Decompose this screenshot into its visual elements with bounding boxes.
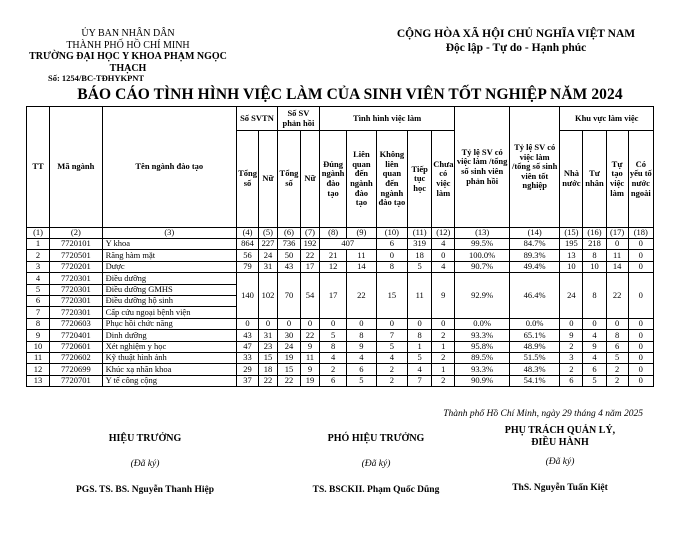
- row-rate-responses: 95.8%: [455, 341, 510, 352]
- row-program: Điều dưỡng: [102, 273, 236, 284]
- row-right-field: 0: [319, 318, 346, 329]
- row-no-job: 2: [432, 375, 455, 386]
- column-index-row: [27, 228, 654, 239]
- signed-note: (Đã ký): [130, 459, 160, 469]
- row-no-job: 2: [432, 352, 455, 363]
- page-title: BÁO CÁO TÌNH HÌNH VIỆC LÀM CỦA SINH VIÊN TỐT NGHIỆP NĂM 2024: [77, 86, 623, 103]
- row-continue-study: 1: [408, 341, 432, 352]
- row-state: 3: [560, 352, 583, 363]
- row-code: 7720201: [50, 261, 103, 272]
- merged-responses-female: 54: [301, 273, 320, 319]
- header-female-responses: Nữ: [301, 131, 320, 228]
- row-related-field: 6: [347, 364, 376, 375]
- row-tt: 12: [27, 364, 50, 375]
- row-continue-study: 0: [408, 318, 432, 329]
- row-unrelated-field: 6: [376, 239, 408, 250]
- row-private: 9: [583, 341, 606, 352]
- row-private: 5: [583, 375, 606, 386]
- row-responses-total: 736: [277, 239, 300, 250]
- row-foreign: 0: [628, 375, 653, 386]
- row-responses-total: 50: [277, 250, 300, 261]
- row-unrelated-field: 0: [376, 250, 408, 261]
- row-foreign: 0: [628, 341, 653, 352]
- row-responses-female: 19: [301, 375, 320, 386]
- row-rate-responses: 93.3%: [455, 364, 510, 375]
- row-graduates-total: 47: [237, 341, 259, 352]
- signature-block-rector: [60, 433, 230, 495]
- merged-graduates-female: 102: [259, 273, 278, 319]
- row-code: 7720603: [50, 318, 103, 329]
- row-rate-responses: 89.5%: [455, 352, 510, 363]
- table-row: [27, 375, 654, 386]
- row-rate-graduates: 89.3%: [509, 250, 559, 261]
- header-program-name: Tên ngành đào tạo: [102, 107, 236, 228]
- row-rate-responses: 0.0%: [455, 318, 510, 329]
- row-self: 0: [606, 318, 628, 329]
- row-private: 6: [583, 364, 606, 375]
- row-continue-study: 5: [408, 352, 432, 363]
- row-self: 0: [606, 239, 628, 250]
- row-responses-total: 22: [277, 375, 300, 386]
- row-state: 9: [560, 330, 583, 341]
- row-responses-female: 9: [301, 341, 320, 352]
- row-continue-study: 8: [408, 330, 432, 341]
- document-number: Số: 1254/BC-TĐHYKPNT: [48, 73, 145, 83]
- row-state: 10: [560, 261, 583, 272]
- merged-rate-responses: 92.9%: [455, 273, 510, 319]
- row-unrelated-field: 0: [376, 318, 408, 329]
- signed-note: (Đã ký): [361, 459, 391, 469]
- row-program: Y tế công cộng: [102, 375, 236, 386]
- row-graduates-female: 0: [259, 318, 278, 329]
- row-responses-female: 9: [301, 364, 320, 375]
- row-graduates-total: 33: [237, 352, 259, 363]
- row-state: 195: [560, 239, 583, 250]
- row-right-related-field: 407: [319, 239, 376, 250]
- row-responses-female: 0: [301, 318, 320, 329]
- row-rate-responses: 99.5%: [455, 239, 510, 250]
- row-foreign: 0: [628, 239, 653, 250]
- row-program: Dược: [102, 261, 236, 272]
- row-program: Răng hàm mặt: [102, 250, 236, 261]
- row-rate-responses: 100.0%: [455, 250, 510, 261]
- row-graduates-female: 22: [259, 375, 278, 386]
- column-index: (16): [583, 228, 606, 239]
- table-row: [27, 341, 654, 352]
- table-row: [27, 273, 654, 284]
- merged-private: 8: [583, 273, 606, 319]
- row-tt: 1: [27, 239, 50, 250]
- row-code: 7720301: [50, 295, 103, 306]
- org-line-2: THÀNH PHỐ HỒ CHÍ MINH: [66, 39, 190, 51]
- table-row: [27, 250, 654, 261]
- header-employment-status: Tình hình việc làm: [319, 107, 454, 131]
- row-self: 2: [606, 375, 628, 386]
- row-program: Cấp cứu ngoại bệnh viện: [102, 307, 236, 318]
- header-responses: Số SV phản hồi: [277, 107, 319, 131]
- row-rate-responses: 93.3%: [455, 330, 510, 341]
- org-line-3: TRƯỜNG ĐẠI HỌC Y KHOA PHẠM NGỌC THẠCH: [29, 51, 227, 74]
- row-private: 4: [583, 330, 606, 341]
- row-right-field: 12: [319, 261, 346, 272]
- row-graduates-total: 56: [237, 250, 259, 261]
- header-code: Mã ngành: [50, 107, 103, 228]
- header-continue-study: Tiếp tục học: [408, 131, 432, 228]
- row-responses-total: 19: [277, 352, 300, 363]
- org-line-1: ỦY BAN NHÂN DÂN: [81, 28, 175, 39]
- row-state: 2: [560, 341, 583, 352]
- row-program: Khúc xạ nhãn khoa: [102, 364, 236, 375]
- row-state: 2: [560, 364, 583, 375]
- column-index: (12): [432, 228, 455, 239]
- row-rate-graduates: 65.1%: [509, 330, 559, 341]
- row-state: 13: [560, 250, 583, 261]
- row-graduates-total: 43: [237, 330, 259, 341]
- row-self: 5: [606, 352, 628, 363]
- table-row: [27, 364, 654, 375]
- national-motto: Độc lập - Tự do - Hạnh phúc: [445, 42, 587, 54]
- row-unrelated-field: 8: [376, 261, 408, 272]
- header-no-job: Chưa có việc làm: [432, 131, 455, 228]
- row-related-field: 11: [347, 250, 376, 261]
- row-graduates-female: 31: [259, 261, 278, 272]
- employment-report-table: [26, 106, 654, 387]
- row-responses-total: 0: [277, 318, 300, 329]
- row-related-field: 14: [347, 261, 376, 272]
- column-index: (9): [347, 228, 376, 239]
- merged-self: 22: [606, 273, 628, 319]
- row-foreign: 0: [628, 261, 653, 272]
- column-index: (5): [259, 228, 278, 239]
- row-program: Kỹ thuật hình ảnh: [102, 352, 236, 363]
- row-continue-study: 7: [408, 375, 432, 386]
- table-row: [27, 352, 654, 363]
- header-total-responses: Tổng số: [277, 131, 300, 228]
- row-private: 10: [583, 261, 606, 272]
- merged-state: 24: [560, 273, 583, 319]
- row-code: 7720101: [50, 239, 103, 250]
- row-continue-study: 18: [408, 250, 432, 261]
- row-self: 11: [606, 250, 628, 261]
- row-tt: 3: [27, 261, 50, 272]
- row-graduates-female: 24: [259, 250, 278, 261]
- column-index: (17): [606, 228, 628, 239]
- row-program: Điều dưỡng GMHS: [102, 284, 236, 295]
- column-index: (14): [509, 228, 559, 239]
- row-no-job: 2: [432, 330, 455, 341]
- column-index: (7): [301, 228, 320, 239]
- row-code: 7720602: [50, 352, 103, 363]
- header-work-region: Khu vực làm việc: [560, 107, 654, 131]
- row-responses-female: 11: [301, 352, 320, 363]
- row-unrelated-field: 4: [376, 352, 408, 363]
- row-related-field: 8: [347, 330, 376, 341]
- row-responses-total: 30: [277, 330, 300, 341]
- row-right-field: 2: [319, 364, 346, 375]
- row-responses-total: 43: [277, 261, 300, 272]
- row-responses-female: 17: [301, 261, 320, 272]
- nation-name: CỘNG HÒA XÃ HỘI CHỦ NGHĨA VIỆT NAM: [396, 28, 636, 40]
- header-related-field: Liên quan đến ngành đào tạo: [347, 131, 376, 228]
- row-tt: 10: [27, 341, 50, 352]
- column-index: (1): [27, 228, 50, 239]
- row-tt: 7: [27, 307, 50, 318]
- row-right-field: 4: [319, 352, 346, 363]
- row-rate-graduates: 48.9%: [509, 341, 559, 352]
- signature-role: PHỤ TRÁCH QUẢN LÝ,: [504, 425, 616, 436]
- row-unrelated-field: 5: [376, 341, 408, 352]
- row-no-job: 1: [432, 364, 455, 375]
- table-row: [27, 239, 654, 250]
- row-related-field: 9: [347, 341, 376, 352]
- organization-block: [10, 28, 246, 74]
- row-program: Y khoa: [102, 239, 236, 250]
- column-index: (15): [560, 228, 583, 239]
- row-private: 8: [583, 250, 606, 261]
- row-graduates-female: 31: [259, 330, 278, 341]
- row-foreign: 0: [628, 352, 653, 363]
- row-code: 7720301: [50, 307, 103, 318]
- row-program: Điều dưỡng hộ sinh: [102, 295, 236, 306]
- column-index: (18): [628, 228, 653, 239]
- row-no-job: 4: [432, 239, 455, 250]
- row-rate-graduates: 54.1%: [509, 375, 559, 386]
- row-graduates-female: 23: [259, 341, 278, 352]
- table-row: [27, 318, 654, 329]
- table-row: [27, 261, 654, 272]
- header-state-sector: Nhà nước: [560, 131, 583, 228]
- header-rate-graduates: Tỷ lệ SV có việc làm /tổng số sinh viên tốt nghiệp: [509, 107, 559, 228]
- merged-foreign: 0: [628, 273, 653, 319]
- row-tt: 11: [27, 352, 50, 363]
- row-tt: 2: [27, 250, 50, 261]
- row-foreign: 0: [628, 250, 653, 261]
- row-graduates-total: 37: [237, 375, 259, 386]
- row-related-field: 4: [347, 352, 376, 363]
- row-rate-graduates: 48.3%: [509, 364, 559, 375]
- row-responses-total: 15: [277, 364, 300, 375]
- row-foreign: 0: [628, 318, 653, 329]
- row-graduates-female: 227: [259, 239, 278, 250]
- row-no-job: 1: [432, 341, 455, 352]
- row-private: 0: [583, 318, 606, 329]
- column-index: (11): [408, 228, 432, 239]
- row-related-field: 0: [347, 318, 376, 329]
- signature-block-manager: [480, 425, 640, 493]
- header-female: Nữ: [259, 131, 278, 228]
- signature-role: PHÓ HIỆU TRƯỞNG: [327, 433, 425, 444]
- row-unrelated-field: 2: [376, 364, 408, 375]
- header-rate-responses: Tỷ lệ SV có việc làm /tổng số sinh viên phản hồi: [455, 107, 510, 228]
- row-graduates-total: 29: [237, 364, 259, 375]
- header-private-sector: Tư nhân: [583, 131, 606, 228]
- header-foreign-sector: Có yếu tố nước ngoài: [628, 131, 653, 228]
- row-program: Dinh dưỡng: [102, 330, 236, 341]
- row-tt: 4: [27, 273, 50, 284]
- row-related-field: 5: [347, 375, 376, 386]
- row-program: Xét nghiệm y học: [102, 341, 236, 352]
- column-index: (6): [277, 228, 300, 239]
- row-right-field: 5: [319, 330, 346, 341]
- row-rate-graduates: 84.7%: [509, 239, 559, 250]
- signed-note: (Đã ký): [545, 457, 575, 467]
- column-index: (2): [50, 228, 103, 239]
- signature-role: ĐIỀU HÀNH: [531, 437, 589, 448]
- column-index: (3): [102, 228, 236, 239]
- merged-related-field: 22: [347, 273, 376, 319]
- row-program: Phục hồi chức năng: [102, 318, 236, 329]
- row-rate-responses: 90.7%: [455, 261, 510, 272]
- signatory-name: ThS. Nguyễn Tuấn Kiệt: [512, 483, 608, 493]
- row-foreign: 0: [628, 364, 653, 375]
- row-state: 0: [560, 318, 583, 329]
- row-responses-female: 22: [301, 250, 320, 261]
- row-code: 7720701: [50, 375, 103, 386]
- national-heading: [366, 27, 666, 55]
- header-unrelated-field: Không liên quan đến ngành đào tạo: [376, 131, 408, 228]
- row-rate-responses: 90.9%: [455, 375, 510, 386]
- merged-continue-study: 11: [408, 273, 432, 319]
- row-continue-study: 319: [408, 239, 432, 250]
- row-graduates-total: 79: [237, 261, 259, 272]
- row-code: 7720301: [50, 284, 103, 295]
- row-code: 7720601: [50, 341, 103, 352]
- row-rate-graduates: 51.5%: [509, 352, 559, 363]
- header-graduates: Số SVTN: [237, 107, 278, 131]
- row-unrelated-field: 7: [376, 330, 408, 341]
- header-tt: TT: [27, 107, 50, 228]
- row-continue-study: 4: [408, 364, 432, 375]
- row-code: 7720699: [50, 364, 103, 375]
- column-index: (4): [237, 228, 259, 239]
- column-index: (8): [319, 228, 346, 239]
- row-foreign: 0: [628, 330, 653, 341]
- column-index: (10): [376, 228, 408, 239]
- header-total: Tổng số: [237, 131, 259, 228]
- row-graduates-total: 864: [237, 239, 259, 250]
- row-self: 2: [606, 364, 628, 375]
- signatory-name: TS. BSCKII. Phạm Quốc Dũng: [312, 485, 440, 495]
- table-row: [27, 330, 654, 341]
- merged-graduates-total: 140: [237, 273, 259, 319]
- row-continue-study: 5: [408, 261, 432, 272]
- signatory-name: PGS. TS. BS. Nguyễn Thanh Hiệp: [76, 485, 214, 495]
- row-right-field: 21: [319, 250, 346, 261]
- row-tt: 6: [27, 295, 50, 306]
- signature-role: HIỆU TRƯỞNG: [108, 433, 182, 444]
- row-responses-total: 24: [277, 341, 300, 352]
- row-private: 4: [583, 352, 606, 363]
- row-tt: 5: [27, 284, 50, 295]
- merged-unrelated-field: 15: [376, 273, 408, 319]
- row-rate-graduates: 49.4%: [509, 261, 559, 272]
- row-right-field: 6: [319, 375, 346, 386]
- row-rate-graduates: 0.0%: [509, 318, 559, 329]
- date-line: Thành phố Hồ Chí Minh, ngày 29 tháng 4 năm 2025: [443, 409, 643, 419]
- signature-block-vice-rector: [296, 433, 456, 495]
- merged-no-job: 9: [432, 273, 455, 319]
- row-self: 14: [606, 261, 628, 272]
- row-graduates-female: 18: [259, 364, 278, 375]
- row-self: 8: [606, 330, 628, 341]
- row-code: 7720301: [50, 273, 103, 284]
- row-no-job: 0: [432, 250, 455, 261]
- row-code: 7720501: [50, 250, 103, 261]
- row-right-field: 8: [319, 341, 346, 352]
- merged-right-field: 17: [319, 273, 346, 319]
- row-self: 6: [606, 341, 628, 352]
- column-index: (13): [455, 228, 510, 239]
- row-tt: 8: [27, 318, 50, 329]
- row-unrelated-field: 2: [376, 375, 408, 386]
- merged-rate-graduates: 46.4%: [509, 273, 559, 319]
- header-self-employed: Tự tạo việc làm: [606, 131, 628, 228]
- merged-responses-total: 70: [277, 273, 300, 319]
- row-no-job: 0: [432, 318, 455, 329]
- row-code: 7720401: [50, 330, 103, 341]
- row-tt: 13: [27, 375, 50, 386]
- row-responses-female: 22: [301, 330, 320, 341]
- row-graduates-total: 0: [237, 318, 259, 329]
- row-graduates-female: 15: [259, 352, 278, 363]
- row-tt: 9: [27, 330, 50, 341]
- row-private: 218: [583, 239, 606, 250]
- row-responses-female: 192: [301, 239, 320, 250]
- row-no-job: 4: [432, 261, 455, 272]
- row-state: 6: [560, 375, 583, 386]
- header-right-field: Đúng ngành đào tạo: [319, 131, 346, 228]
